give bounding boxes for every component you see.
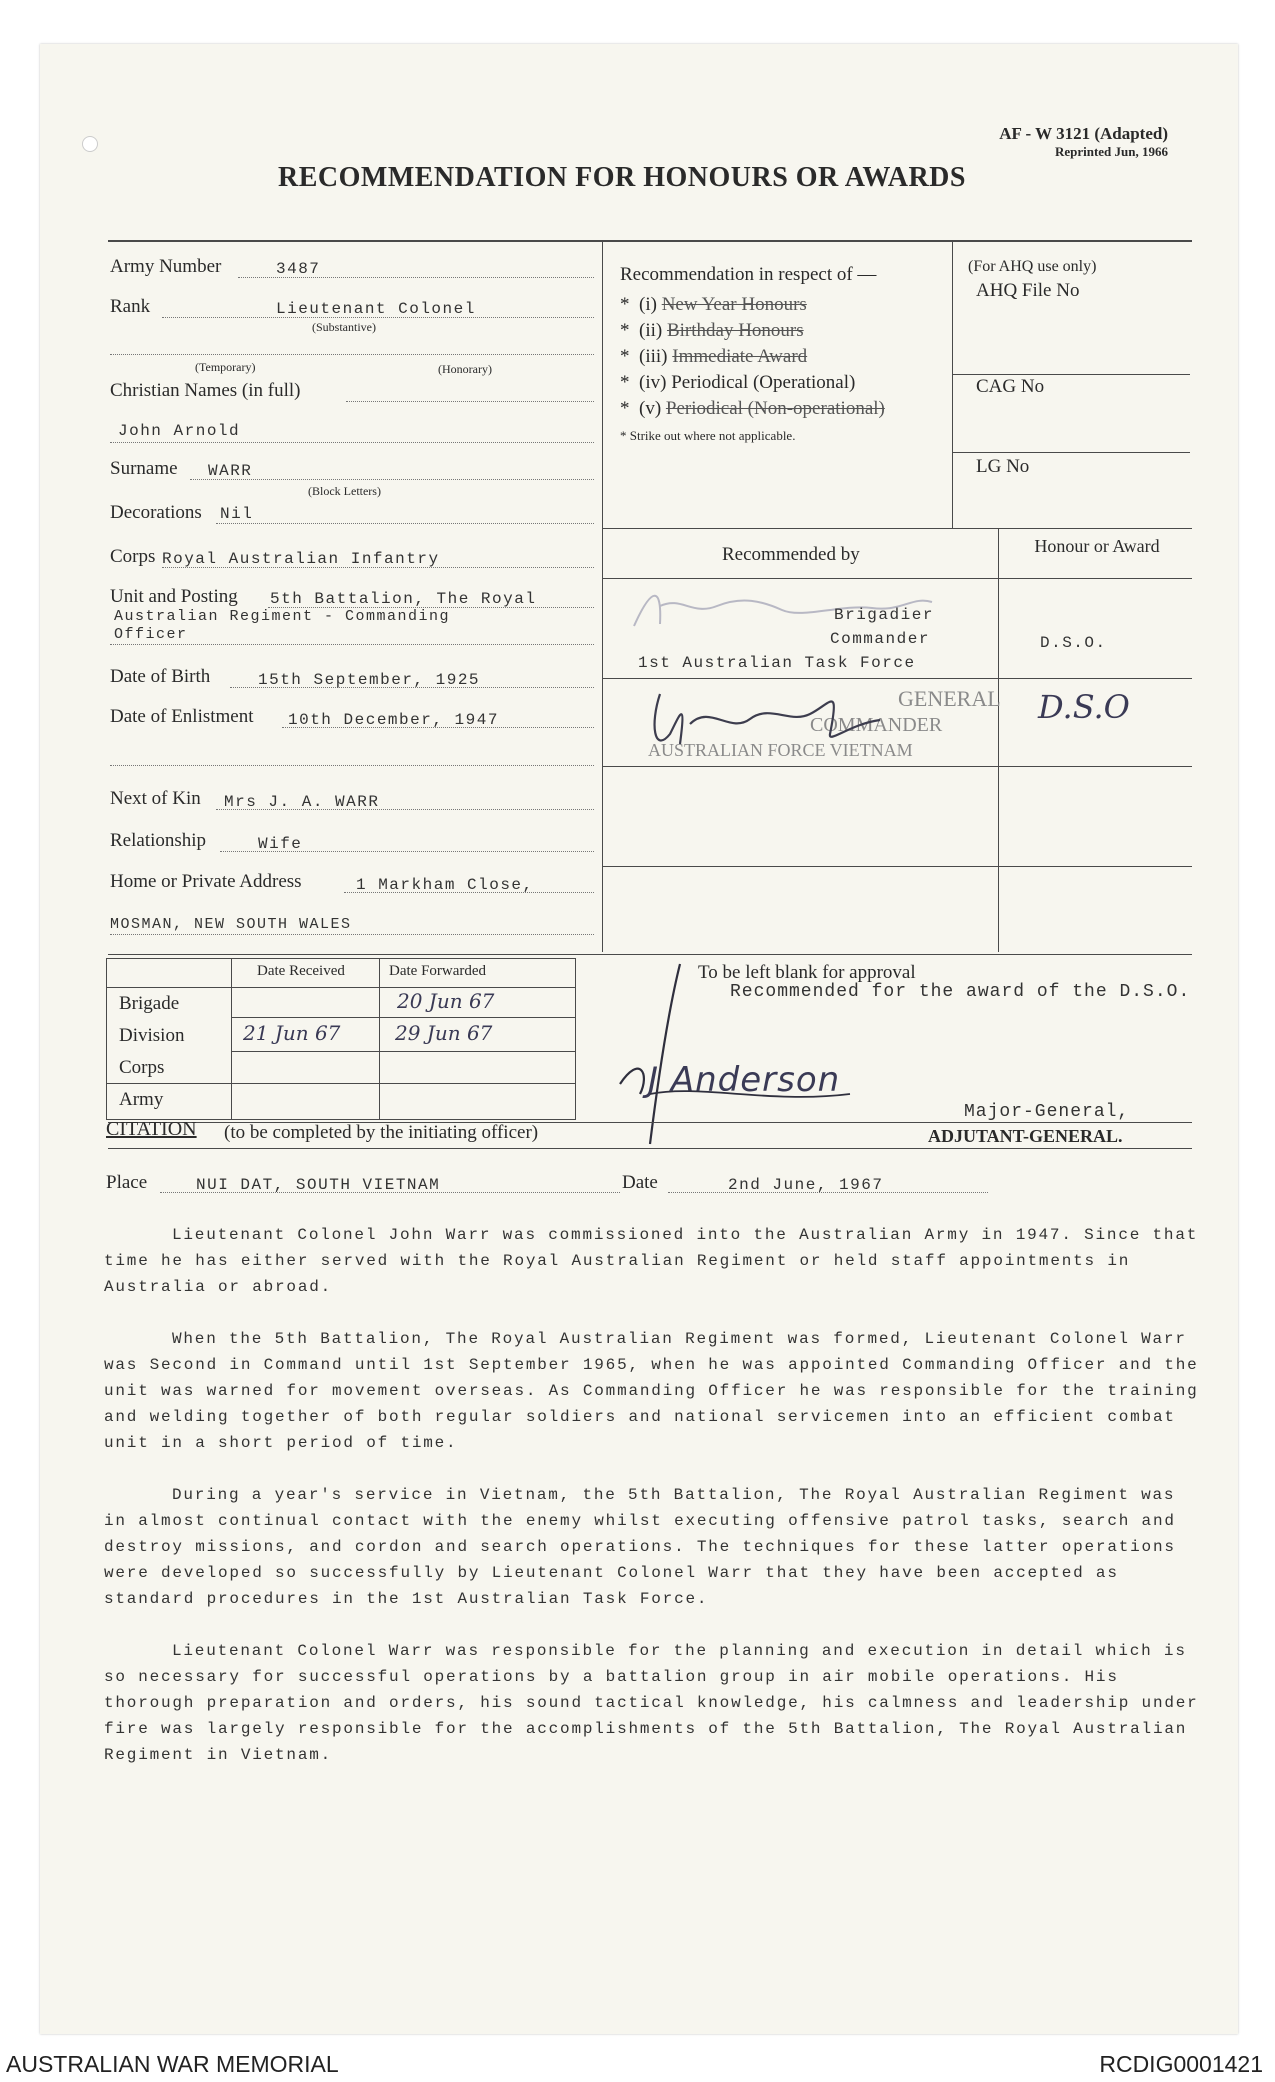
- recommender1-line2: Commander: [830, 630, 930, 648]
- stamp-force: AUSTRALIAN FORCE VIETNAM: [648, 740, 913, 760]
- recommendation-item: * (v) Periodical (Non-operational): [620, 398, 885, 419]
- place-value: NUI DAT, SOUTH VIETNAM: [196, 1176, 441, 1194]
- date-received-header: Date Received: [257, 963, 345, 979]
- routing-table: [106, 958, 576, 1120]
- routing-row-label: Corps: [119, 1057, 165, 1078]
- temporary-label: (Temporary): [195, 360, 256, 374]
- stamp-general: GENERAL: [898, 686, 1001, 711]
- dob-label: Date of Birth: [110, 666, 211, 687]
- date-value: 2nd June, 1967: [728, 1176, 884, 1194]
- date-label: Date: [622, 1172, 658, 1193]
- routing-row-label: Army: [119, 1089, 164, 1110]
- routing-row-forwarded: 29 Jun 67: [395, 1021, 493, 1045]
- substantive-label: (Substantive): [312, 320, 376, 334]
- relationship-label: Relationship: [110, 830, 207, 851]
- christian-names-label: Christian Names (in full): [110, 380, 301, 401]
- recommendation-item: * (iv) Periodical (Operational): [620, 372, 856, 393]
- next-of-kin-value: Mrs J. A. WARR: [224, 793, 380, 811]
- form-reprint: Reprinted Jun, 1966: [1054, 144, 1168, 159]
- routing-row-forwarded: 20 Jun 67: [397, 989, 495, 1013]
- citation-paragraph: Lieutenant Colonel Warr was responsible for the planning and execution in detail which is so necessary for successful operations by a battalion group in air mobile operations. His thorough preparation and orders, his sound tactical knowledge, his calmness and leadership under fire was largely responsible for the accomplishments of the 5th Battalion, The Royal Australian Regiment in Vietnam.: [104, 1642, 1199, 1764]
- army-number-value: 3487: [276, 260, 321, 278]
- lg-no-label: LG No: [976, 456, 1030, 477]
- approval-rank: Major-General,: [964, 1102, 1130, 1122]
- decorations-label: Decorations: [110, 502, 202, 523]
- punch-hole: [82, 136, 98, 152]
- approval-signature-flourish: [610, 944, 870, 1204]
- ahq-file-no-label: AHQ File No: [976, 280, 1080, 301]
- recommendation-heading: Recommendation in respect of —: [620, 264, 877, 285]
- honorary-label: (Honorary): [438, 362, 492, 376]
- approval-text: Recommended for the award of the D.S.O.: [730, 982, 1191, 1002]
- enlistment-value: 10th December, 1947: [288, 711, 499, 729]
- approval-heading: To be left blank for approval: [698, 962, 916, 983]
- address-label: Home or Private Address: [110, 871, 302, 892]
- relationship-value: Wife: [258, 835, 303, 853]
- approval-title: ADJUTANT-GENERAL.: [928, 1126, 1123, 1146]
- unit-label: Unit and Posting: [110, 586, 238, 607]
- surname-value: WARR: [208, 462, 253, 480]
- strike-out-footnote: * Strike out where not applicable.: [620, 428, 796, 443]
- decorations-value: Nil: [220, 505, 254, 523]
- citation-paragraph: When the 5th Battalion, The Royal Australian Regiment was formed, Lieutenant Colonel Warr was Second in Command until 1st September 1965, when he was appointed Commanding Officer and the unit was warned for movement overseas. As Commanding Officer he was responsible for the training and welding together of both regular soldiers and national servicemen into an efficient combat unit in a short period of time.: [104, 1330, 1199, 1452]
- citation-note: (to be completed by the initiating officer): [224, 1122, 539, 1143]
- recommender1-line1: Brigadier: [834, 606, 934, 624]
- christian-names-value: John Arnold: [118, 422, 241, 440]
- corps-value: Royal Australian Infantry: [162, 550, 440, 568]
- surname-label: Surname: [110, 458, 178, 479]
- recommender2-award: D.S.O: [1038, 688, 1130, 726]
- citation-paragraph: Lieutenant Colonel John Warr was commissioned into the Australian Army in 1947. Since that time he has either served with the Royal Australian Regiment or held staff appointments in Australia or abroad.: [104, 1226, 1199, 1296]
- form-page: [40, 44, 1238, 2034]
- honour-award-heading: Honour or Award: [1034, 536, 1160, 556]
- stamp-commander: COMMANDER: [810, 714, 943, 736]
- unit-value-line3: Officer: [114, 626, 188, 643]
- form-title: RECOMMENDATION FOR HONOURS OR AWARDS: [278, 162, 966, 193]
- dob-value: 15th September, 1925: [258, 671, 481, 689]
- recommended-by-heading: Recommended by: [722, 544, 860, 565]
- citation-paragraph: During a year's service in Vietnam, the 5th Battalion, The Royal Australian Regiment was in almost continual contact with the enemy whilst executing offensive patrol tasks, search and destroy missions, and cordon and search operations. The techniques for these latter operations were developed so successfully by Lieutenant Colonel Warr that they have been accepted as standard procedures in the 1st Australian Task Force.: [104, 1486, 1176, 1608]
- routing-row-received: 21 Jun 67: [243, 1021, 341, 1045]
- footer-id: RCDIG0001421: [1099, 2051, 1263, 2077]
- rank-label: Rank: [110, 296, 151, 317]
- recommendation-item: * (iii) Immediate Award: [620, 346, 808, 367]
- ahq-heading: (For AHQ use only): [968, 258, 1097, 275]
- recommender1-line3: 1st Australian Task Force: [638, 654, 916, 672]
- form-code: AF - W 3121 (Adapted): [999, 124, 1168, 143]
- citation-body: [104, 1222, 1204, 1794]
- rank-value: Lieutenant Colonel: [276, 300, 476, 318]
- date-forwarded-header: Date Forwarded: [389, 963, 487, 979]
- next-of-kin-label: Next of Kin: [110, 788, 201, 809]
- army-number-label: Army Number: [110, 256, 222, 277]
- cag-no-label: CAG No: [976, 376, 1045, 397]
- place-label: Place: [106, 1172, 148, 1193]
- approval-signature: J Anderson: [648, 1060, 841, 1100]
- recommendation-list: [620, 292, 885, 422]
- unit-value-line2: Australian Regiment - Commanding: [114, 608, 451, 625]
- block-letters-label: (Block Letters): [308, 484, 381, 498]
- recommendation-item: * (i) New Year Honours: [620, 294, 807, 315]
- citation-label: CITATION: [106, 1118, 197, 1140]
- signature-general: [640, 674, 900, 764]
- corps-label: Corps: [110, 546, 156, 567]
- address-value-line1: 1 Markham Close,: [356, 876, 534, 894]
- routing-row-label: Division: [119, 1025, 185, 1046]
- address-value-line2: MOSMAN, NEW SOUTH WALES: [110, 916, 352, 933]
- footer-source: AUSTRALIAN WAR MEMORIAL: [6, 2051, 339, 2077]
- routing-row-label: Brigade: [119, 993, 180, 1014]
- enlistment-label: Date of Enlistment: [110, 706, 254, 727]
- unit-value-line1: 5th Battalion, The Royal: [270, 590, 537, 608]
- recommender1-award: D.S.O.: [1040, 634, 1107, 652]
- recommendation-item: * (ii) Birthday Honours: [620, 320, 804, 341]
